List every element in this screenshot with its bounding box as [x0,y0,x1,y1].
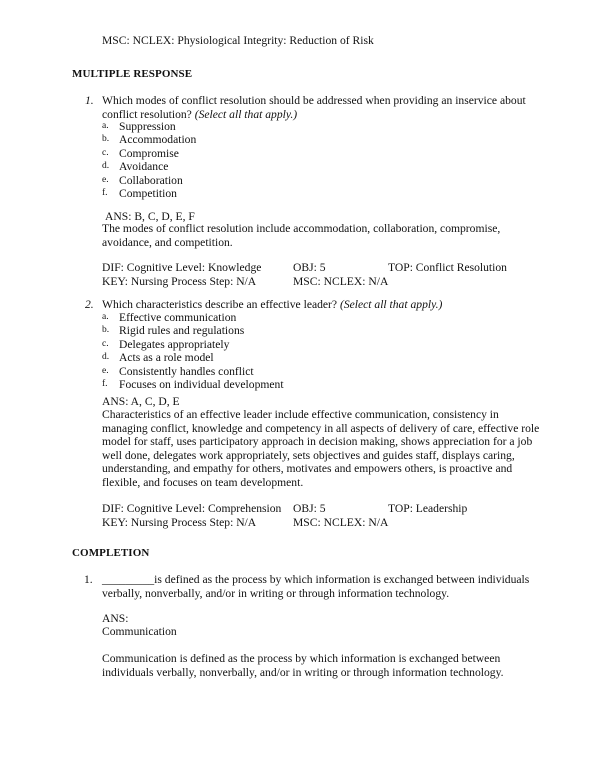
question-1-answer: ANS: B, C, D, E, F [105,210,195,223]
question-2-options [102,311,402,391]
multiple-response-heading: MULTIPLE RESPONSE [72,68,193,80]
question-2-instruction: (Select all that apply.) [339,298,443,311]
list-item [102,311,402,324]
list-item [102,378,402,391]
question-2-stem [102,298,442,312]
meta-msc: MSC: NCLEX: N/A [293,274,389,288]
question-2-answer: ANS: A, C, D, E [102,395,180,408]
rationale-line: flexible, and focuses on team development. [102,475,304,489]
rationale-line: model for staff, uses participatory approach in decision making, shows appreciation for a job [102,435,533,449]
list-item [102,133,402,146]
question-1-instruction: (Select all that apply.) [194,107,298,121]
option-letter: c. [102,338,109,349]
completion-heading: COMPLETION [72,547,150,559]
rationale-line: Characteristics of an effective leader include effective communication, consistency in [102,408,499,421]
option-letter: a. [102,121,109,131]
meta-obj: OBJ: 5 [293,261,326,274]
option-letter: f. [102,187,108,198]
option-text: Acts as a role model [119,351,214,365]
option-text: Avoidance [119,160,169,174]
rationale-line: avoidance, and competition. [102,235,233,249]
completion-1-explanation [102,652,542,679]
question-2-text: Which characteristics describe an effective leader? [102,298,338,311]
option-letter: a. [102,312,109,322]
list-item [102,324,402,337]
completion-1-text-line2: verbally, nonverbally, and/or in writing or through information technology. [102,586,450,600]
option-text: Competition [119,186,177,200]
meta-dif: DIF: Cognitive Level: Knowledge [102,261,262,274]
list-item [102,147,402,160]
meta-key: KEY: Nursing Process Step: N/A [102,515,257,529]
list-item [102,351,402,364]
question-1-rationale [102,222,542,249]
option-text: Suppression [119,120,176,133]
question-1-options [102,120,402,200]
completion-1-number: 1. [84,573,93,586]
option-letter: b. [102,134,110,145]
question-2-rationale [102,408,542,490]
meta-top: TOP: Leadership [388,502,468,515]
explanation-line: Communication is defined as the process by which information is exchanged between [102,652,501,665]
meta-key: KEY: Nursing Process Step: N/A [102,274,257,288]
rationale-line: understanding, and empathy for others, motivates and empowers others, is proactive and [102,462,513,476]
option-text: Effective communication [119,311,237,324]
list-item [102,160,402,173]
question-2-metadata [102,502,522,529]
explanation-line: individuals verbally, nonverbally, and/or in writing or through information technology. [102,665,504,679]
option-text: Rigid rules and regulations [119,324,245,338]
question-1-metadata [102,261,522,288]
top-msc-line: MSC: NCLEX: Physiological Integrity: Reduction of Risk [102,34,374,47]
option-text: Compromise [119,146,179,160]
option-letter: d. [102,161,110,172]
option-letter: b. [102,325,110,336]
meta-msc: MSC: NCLEX: N/A [293,515,389,529]
option-letter: c. [102,147,109,158]
option-letter: e. [102,365,109,376]
option-text: Consistently handles conflict [119,364,254,378]
option-letter: d. [102,352,110,363]
completion-1-text-line1: _________is defined as the process by which information is exchanged between individuals [102,573,530,586]
meta-obj: OBJ: 5 [293,502,326,515]
meta-top: TOP: Conflict Resolution [388,261,507,274]
completion-1-stem [102,573,529,600]
question-2-number: 2. [85,298,94,311]
option-letter: f. [102,378,108,389]
completion-1-ans-label: ANS: [102,612,129,625]
completion-1-ans-value: Communication [102,625,177,638]
option-text: Accommodation [119,133,197,147]
list-item [102,338,402,351]
question-1-text-line2: conflict resolution? [102,107,192,121]
question-1-number: 1. [85,94,94,107]
rationale-line: The modes of conflict resolution include accommodation, collaboration, compromise, [102,222,501,235]
meta-dif: DIF: Cognitive Level: Comprehension [102,502,282,515]
option-text: Focuses on individual development [119,377,284,391]
question-1-text-line1: Which modes of conflict resolution should be addressed when providing an inservice about [102,94,526,107]
list-item [102,174,402,187]
rationale-line: well done, delegates work appropriately, sets objectives and guides staff, displays caring, [102,448,515,462]
option-text: Delegates appropriately [119,337,230,351]
list-item [102,120,402,133]
option-letter: e. [102,174,109,185]
list-item [102,365,402,378]
rationale-line: managing conflict, knowledge and competency in all aspects of delivery of care, effective role [102,421,540,435]
option-text: Collaboration [119,173,183,187]
question-1-stem [102,94,526,121]
list-item [102,187,402,200]
